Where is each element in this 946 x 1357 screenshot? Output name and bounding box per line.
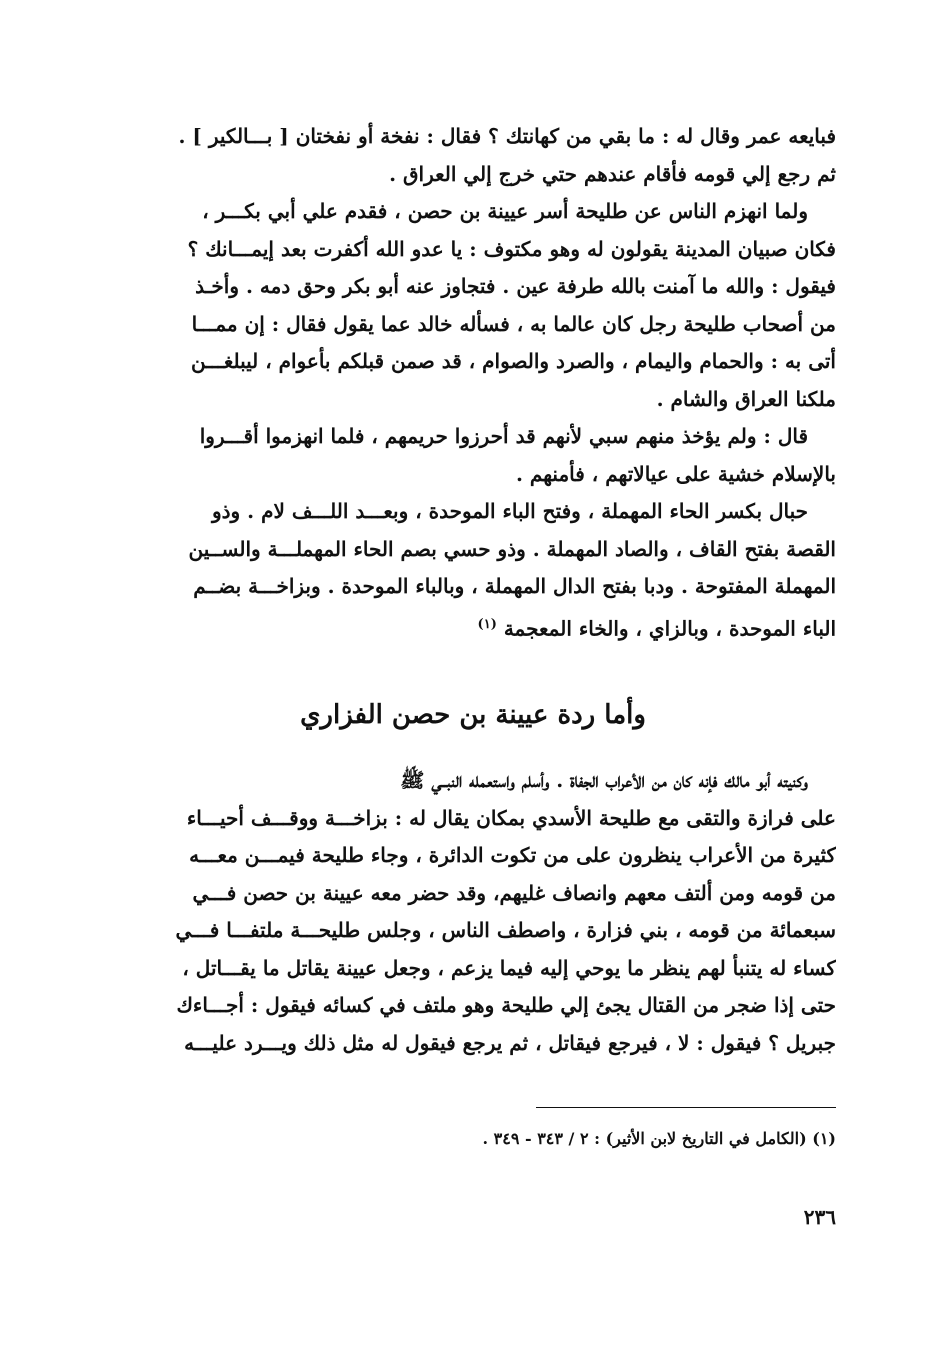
text-line: ولما انهزم الناس عن طليحة أسر عيينة بن حصن ، فقدم علي أبي بكـــر ، (202, 199, 808, 223)
text-line-content: الباء الموحدة ، وبالزاي ، والخاء المعجمة (503, 616, 836, 641)
text-line: فيقول : والله ما آمنت بالله طرفة عين . فتجاوز عنه أبو بكر وحق دمه . وأخـذ (195, 274, 836, 298)
text-line: حتى إذا ضجر من القتال يجئ إلي طليحة وهو ملتف في كسائه فيقول : أجـــاءك (176, 993, 836, 1017)
text-line: ثم رجع إلي قومه فأقام عندهم حتي خرج إلي العراق . (389, 161, 836, 186)
footnote-marker[interactable]: (١) (477, 616, 497, 632)
text-line: قال : ولم يؤخذ منهم سبي لأنهم قد أحرزوا حريمهم ، فلما انهزموا أقـــروا (199, 424, 808, 448)
paragraph-3 (106, 418, 836, 493)
footnote: (١) (الكامل في التاريخ لابن الأثير) : ٢ / ٣٤٣ - ٣٤٩ . (482, 1129, 836, 1148)
text-line: على فرازة والتقى مع طليحة الأسدي بمكان يقال له : بزاخـــة ووقـــف أحيـــاء (186, 805, 836, 830)
text-line: من أصحاب طليحة رجل كان عالما به ، فسأله خالد عما يقول فقال : إن ممـــا (191, 311, 836, 336)
paragraph-5 (106, 762, 836, 1062)
text-line: من قومه ومن ألتف معهم وانصاف غليهم، وقد حضر معه عيينة بن حصن فـــي (192, 880, 836, 905)
text-line: القصة بفتح القاف ، والصاد المهملة . وذو حسي بصم الحاء المهملـــة والســين (188, 536, 836, 561)
text-line: سبعمائة من قومه ، بني فزارة ، واصطف الناس ، وجلس طليحـــة ملتفـــا فـــي (175, 918, 836, 942)
text-line: فكان صبيان المدينة يقولون له وهو مكتوف : يا عدو الله أكفرت بعد إيمـــانك ؟ (187, 236, 836, 261)
section-heading: وأما ردة عيينة بن حصن الفزاري (300, 700, 646, 730)
text-line: المهملة المفتوحة . ودبا بفتح الدال المهملة ، وبالباء الموحدة . وبزاخـــة بضــم (193, 574, 836, 598)
text-line: جبريل ؟ فيقول : لا ، فيرجع فيقاتل ، ثم يرجع فيقول له مثل ذلك ويـــرد عليـــه (184, 1030, 836, 1055)
text-line: أتى به : والحمام واليمام ، والصرد والصوام ، قد صمن قبلكم بأعوام ، ليبلغـــن (191, 349, 836, 373)
text-line: بالإسلام خشية على عيالاتهم ، فأمنهم . (515, 461, 836, 486)
body-text-top (106, 118, 836, 648)
text-line: كساء له يتنبأ لهم ينظر ما يوحي إليه فيما يزعم ، وجعل عيينة يقاتل ما يقـــاتل ، (182, 955, 836, 980)
text-line: وكنيته أبو مالك فإنه كان من الأعراب الجفاة . وأسلم واستعمله النبــي ﷺ (400, 768, 808, 792)
text-line: حبال بكسر الحاء المهملة ، وفتح الباء الموحدة ، وبعـــد اللـــف لام . وذو (211, 499, 808, 523)
footnote-divider (536, 1107, 836, 1108)
text-line-with-footnote (106, 606, 836, 648)
paragraph-4 (106, 493, 836, 648)
body-text-bottom (106, 762, 836, 1062)
text-line: ملكنا العراق والشام . (656, 386, 836, 411)
paragraph-1 (106, 118, 836, 193)
text-line: كثيرة من الأعراب ينظرون على من تكوت الدائرة ، وجاء طليحة فيمـــن معـــه (189, 843, 836, 867)
page-number: ٢٣٦ (803, 1205, 836, 1229)
paragraph-2 (106, 193, 836, 418)
text-line: فبايعه عمر وقال له : ما بقي من كهانتك ؟ فقال : نفخة أو نفختان [ بـــالكير ] . (178, 124, 836, 148)
